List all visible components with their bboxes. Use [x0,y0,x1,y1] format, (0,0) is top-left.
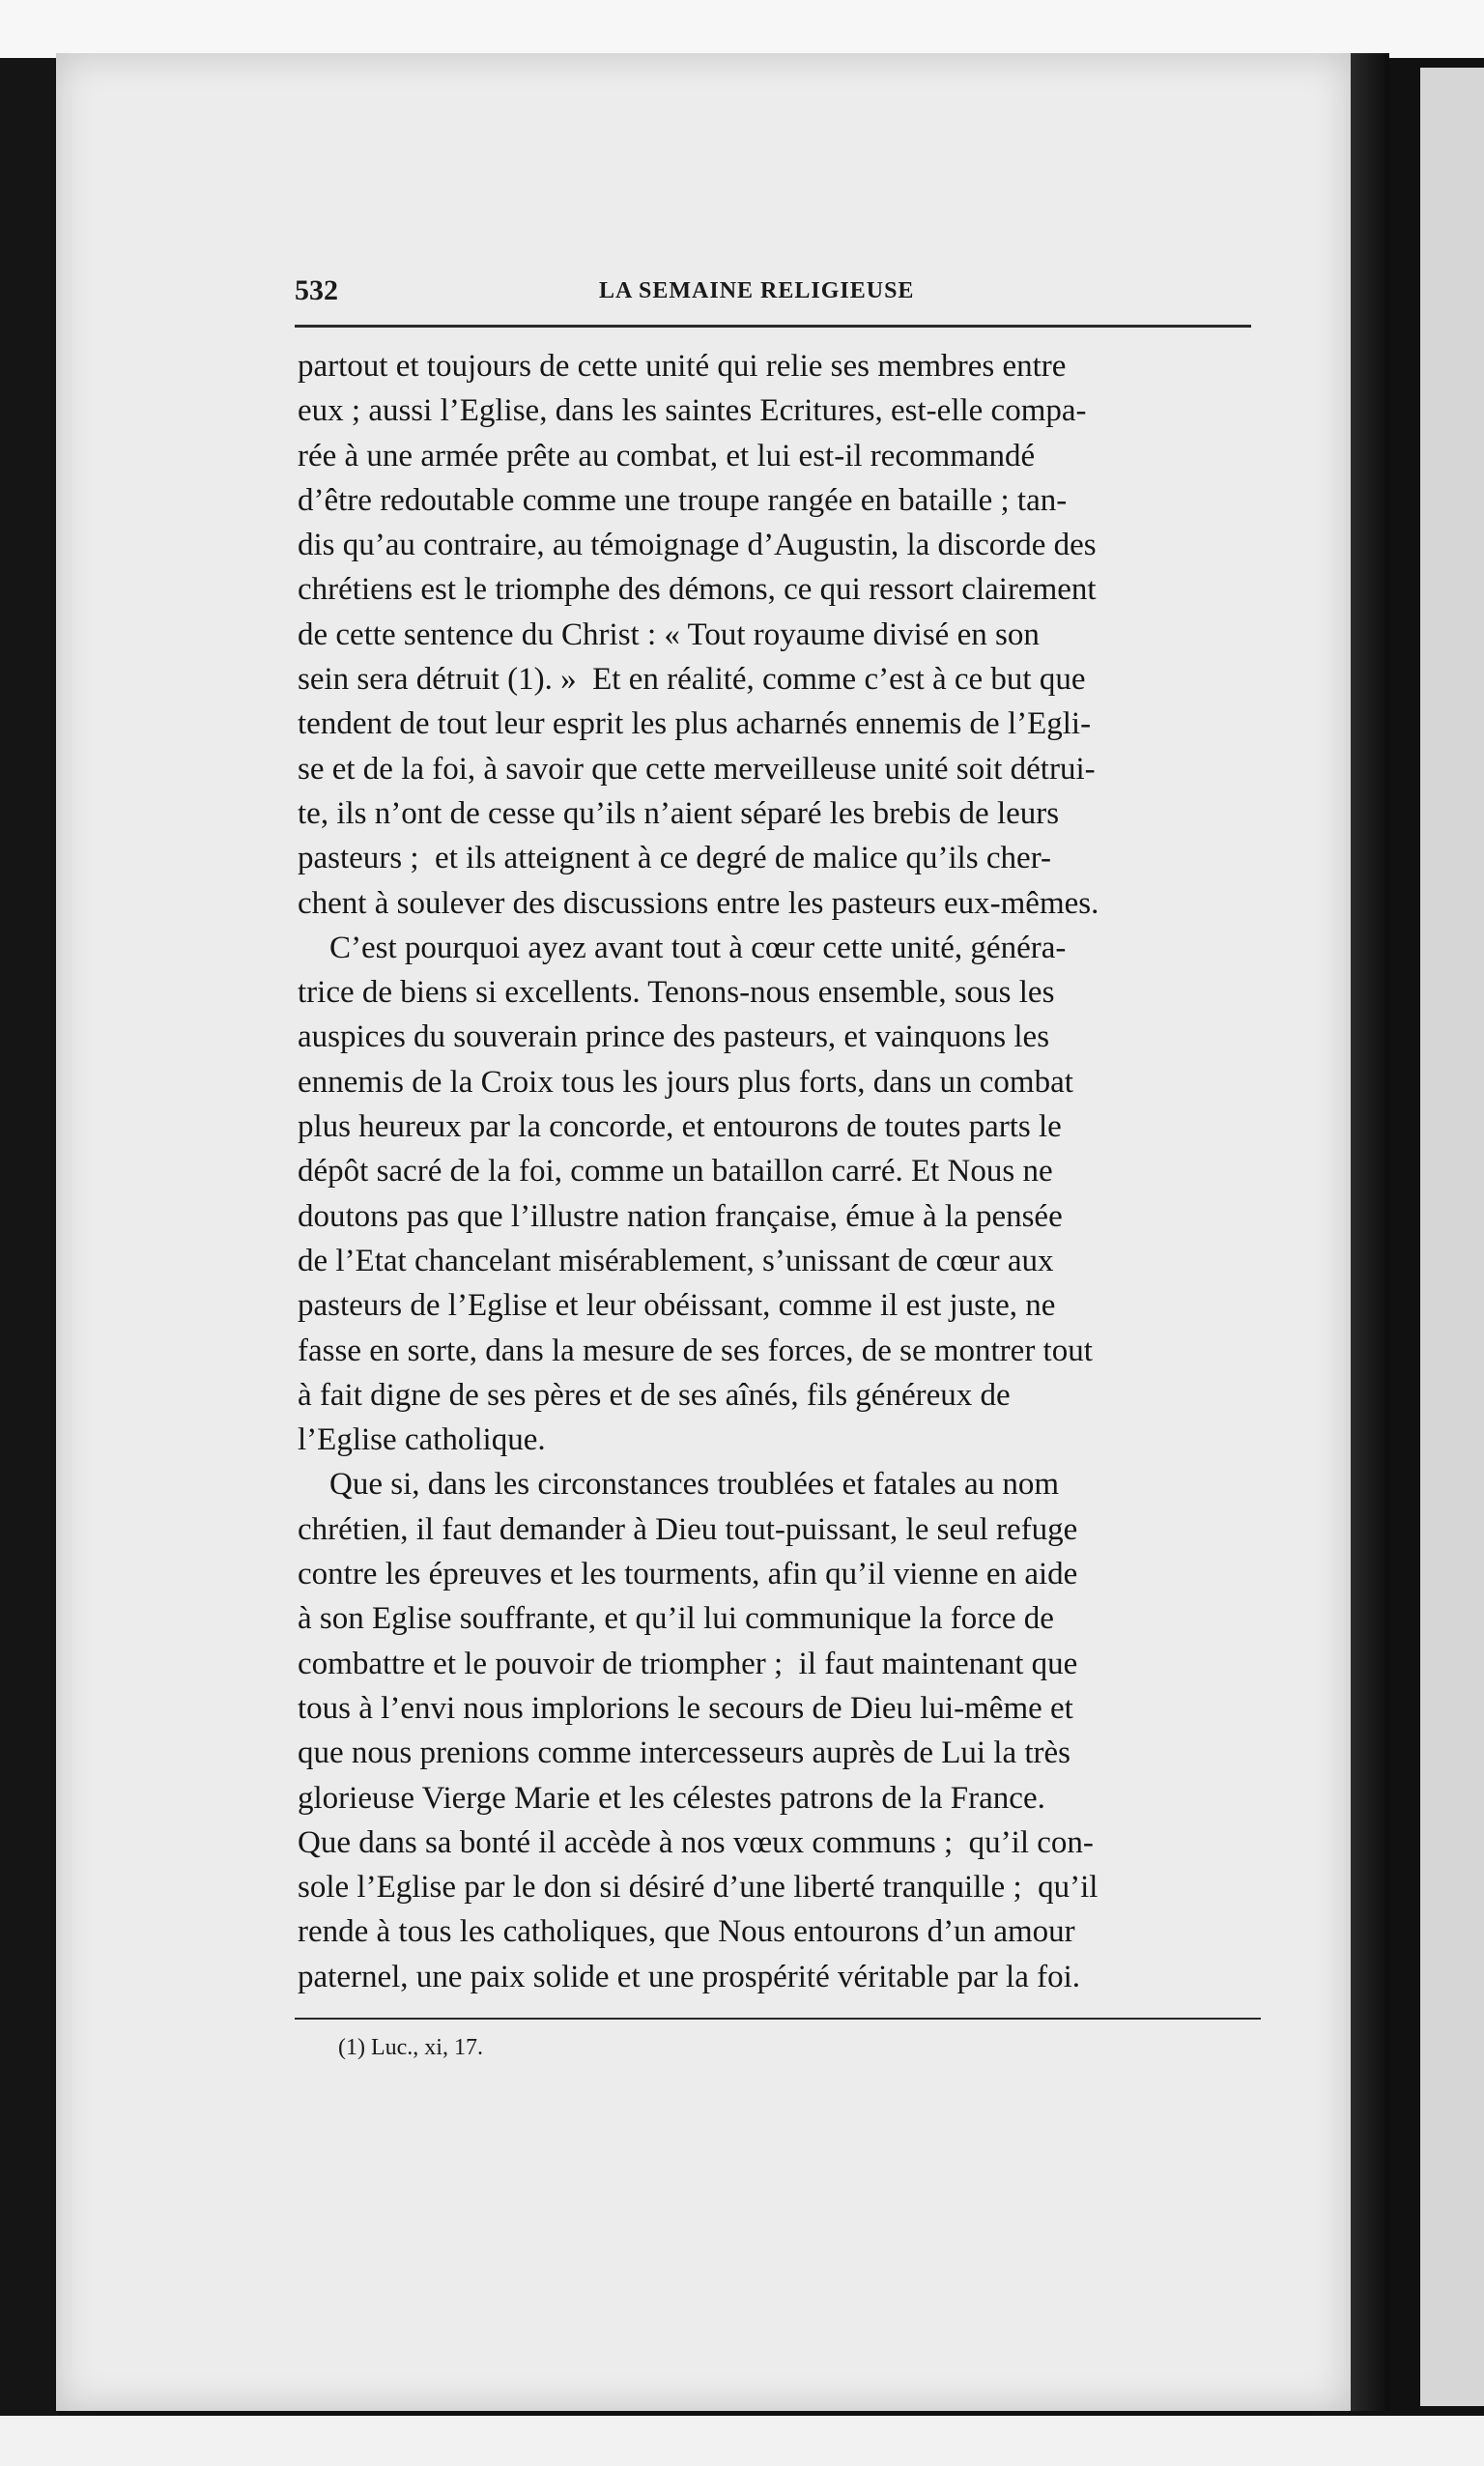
footnote: (1) Luc., xi, 17. [338,2035,483,2060]
scan-left-edge [0,58,58,2466]
adjacent-page-edge [1420,68,1484,2406]
header-rule [295,325,1251,328]
page-header [295,274,1251,313]
running-head: LA SEMAINE RELIGIEUSE [599,278,915,303]
scan-bottom-margin [0,2416,1484,2466]
body-text: partout et toujours de cette unité qui relie ses membres entre eux ; aussi l’Eglise, dans les saintes Ecritures, est-elle compa- rée à une armée prête au combat, et lui est-il recommandé d’être redoutable comme une troupe rangée en bataille ; tan- dis qu’au contraire, au témoignage d’Augustin, la discorde des chrétiens est le triomphe des démons, ce qui ressort clairement de cette sentence du Christ : « Tout royaume divisé en son sein sera détruit (1). » Et en réalité, comme c’est à ce but que tendent de tout leur esprit les plus acharnés ennemis de l’Egli- se et de la foi, à savoir que cette merveilleuse unité soit détrui- te, ils n’ont de cesse qu’ils n’aient séparé les brebis de leurs pasteurs ; et ils atteignent à ce degré de malice qu’ils cher- chent à soulever des discussions entre les pasteurs eux-mêmes. C’est pourquoi ayez avant tout à cœur cette unité, généra- trice de biens si excellents. Tenons-nous ensemble, sous les auspices du souverain prince des pasteurs, et vainquons les ennemis de la Croix tous les jours plus forts, dans un combat plus heureux par la concorde, et entourons de toutes parts le dépôt sacré de la foi, comme un bataillon carré. Et Nous ne doutons pas que l’illustre nation française, émue à la pensée de l’Etat chancelant misérablement, s’unissant de cœur aux pasteurs de l’Eglise et leur obéissant, comme il est juste, ne fasse en sorte, dans la mesure de ses forces, de se montrer tout à fait digne de ses pères et de ses aînés, fils généreux de l’Eglise catholique. Que si, dans les circonstances troublées et fatales au nom chrétien, il faut demander à Dieu tout-puissant, le seul refuge contre les épreuves et les tourments, afin qu’il vienne en aide à son Eglise souffrante, et qu’il lui communique la force de combattre et le pouvoir de triompher ; il faut maintenant que tous à l’envi nous implorions le secours de Dieu lui-même et que nous prenions comme intercesseurs auprès de Lui la très glorieuse Vierge Marie et les célestes patrons de la France. Que dans sa bonté il accède à nos vœux communs ; qu’il con- sole l’Eglise par le don si désiré d’une liberté tranquille ; qu’il rende à tous les catholiques, que Nous entourons d’un amour paternel, une paix solide et une prospérité véritable par la foi. [298,349,1099,1994]
scan-top-margin [0,0,1484,58]
page-gutter-shadow [1351,53,1389,2411]
page-number: 532 [295,274,338,306]
footnote-rule [295,2018,1261,2020]
